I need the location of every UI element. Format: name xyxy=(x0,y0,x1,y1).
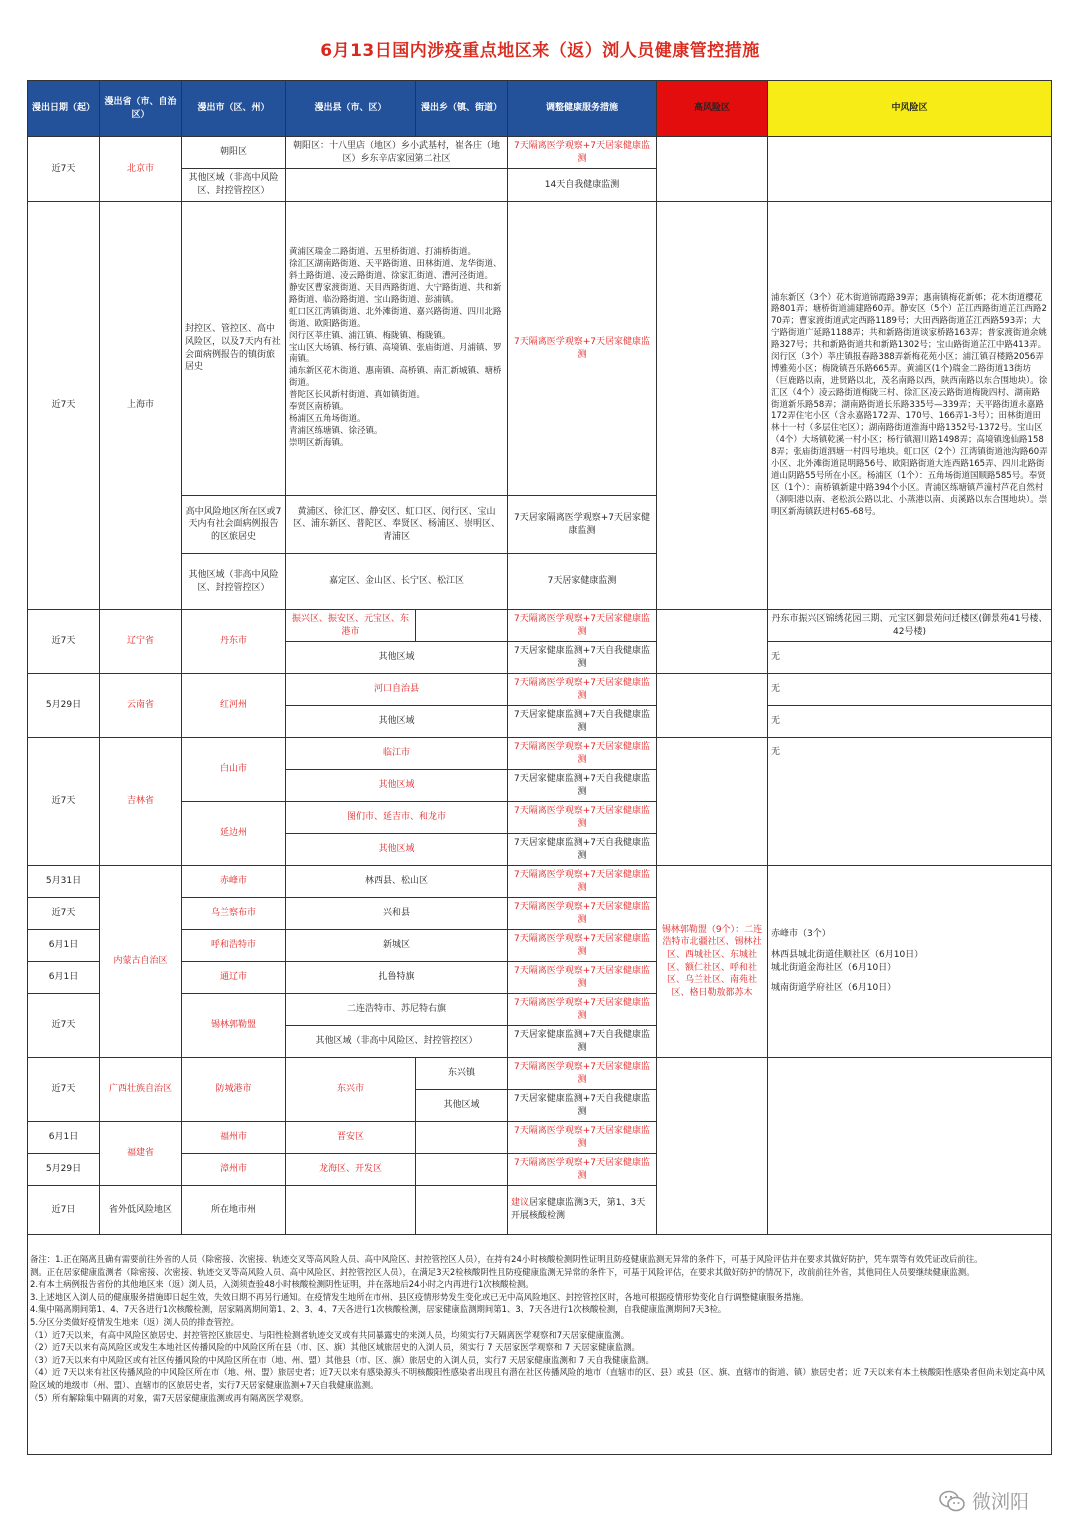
measure-highlight: 建议 xyxy=(511,1198,530,1209)
table-row xyxy=(28,1058,1052,1090)
high-risk-cell xyxy=(657,610,768,674)
mid-risk-cell: 无 xyxy=(768,738,1052,866)
date-cell: 近7天 xyxy=(28,898,100,930)
city-cell: 所在地市州 xyxy=(182,1186,286,1235)
province-cell: 内蒙古自治区 xyxy=(100,866,182,1058)
county-cell: 其他区域 xyxy=(286,770,508,802)
measure-cell: 7天隔离医学观察+7天居家健康监测 xyxy=(508,930,657,962)
county-line: 崇明区新海镇。 xyxy=(289,437,349,448)
measure-cell: 7天隔离医学观察+7天居家健康监测 xyxy=(508,202,657,496)
measure-cell: 7天居家隔离医学观察+7天居家健康监测 xyxy=(508,496,657,554)
date-cell: 近7天 xyxy=(28,610,100,674)
date-cell: 5月31日 xyxy=(28,866,100,898)
watermark-text: 微浏阳 xyxy=(972,1491,1030,1513)
measure-cell: 7天居家健康监测+7天自我健康监测 xyxy=(508,642,657,674)
measure-cell: 7天隔离医学观察+7天居家健康监测 xyxy=(508,802,657,834)
page-title: 6月13日国内涉疫重点地区来（返）浏人员健康管控措施 xyxy=(320,41,760,61)
mid-risk-cell: 无 xyxy=(768,642,1052,674)
city-cell: 呼和浩特市 xyxy=(182,930,286,962)
county-cell: 嘉定区、金山区、长宁区、松江区 xyxy=(286,554,508,610)
city-cell: 红河州 xyxy=(182,674,286,738)
header-mid-risk: 中风险区 xyxy=(768,81,1052,137)
header-measure: 调整健康服务措施 xyxy=(508,81,657,137)
town-cell xyxy=(416,610,508,642)
town-cell xyxy=(416,1122,508,1154)
city-cell: 漳州市 xyxy=(182,1154,286,1186)
city-cell: 封控区、管控区、高中风险区，以及7天内有社会面病例报告的镇街旅居史 xyxy=(182,202,286,496)
date-cell: 5月29日 xyxy=(28,1154,100,1186)
table-row xyxy=(28,610,1052,642)
county-cell: 其他区域 xyxy=(286,706,508,738)
city-cell: 赤峰市 xyxy=(182,866,286,898)
measure-cell: 7天隔离医学观察+7天居家健康监测 xyxy=(508,674,657,706)
county-cell xyxy=(286,169,508,202)
province-cell: 吉林省 xyxy=(100,738,182,866)
note-line: （2）近7天以来有高风险区或发生本地社区传播风险的中风险区所在县（市、区、旗）其他区域旅居史的入浏人员，须实行 7 天居家医学观察和 7 天居家健康监测。 xyxy=(30,1342,640,1353)
province-cell: 广西壮族自治区 xyxy=(100,1058,182,1122)
date-cell: 近7天 xyxy=(28,1058,100,1122)
measure-cell: 7天隔离医学观察+7天居家健康监测 xyxy=(508,1122,657,1154)
county-line: 杨浦区五角场街道。 xyxy=(289,413,366,424)
mid-risk-line: 城南街道学府社区（6月10日） xyxy=(771,983,897,994)
measure-cell: 7天隔离医学观察+7天居家健康监测 xyxy=(508,738,657,770)
town-cell xyxy=(416,1154,508,1186)
header-province: 漫出省（市、自治区） xyxy=(100,81,182,137)
high-risk-cell xyxy=(657,1058,768,1235)
date-cell: 近7日 xyxy=(28,1186,100,1235)
date-cell: 5月29日 xyxy=(28,674,100,738)
high-risk-cell xyxy=(657,738,768,866)
measure-cell: 7天隔离医学观察+7天居家健康监测 xyxy=(508,1154,657,1186)
notes-row xyxy=(28,1235,1052,1455)
city-cell: 锡林郭勒盟 xyxy=(182,994,286,1058)
date-cell: 近7天 xyxy=(28,202,100,610)
wechat-icon xyxy=(938,1489,966,1513)
watermark xyxy=(938,1487,1029,1514)
date-cell: 近7天 xyxy=(28,137,100,202)
mid-risk-line: 林西县城北街道佳顺社区（6月10日） xyxy=(771,949,924,960)
county-line: 宝山区大场镇、杨行镇、高境镇、张庙街道、月浦镇、罗南镇。 xyxy=(289,342,502,365)
note-line: 5.分区分类做好疫情发生地来（返）浏人员的排查管控。 xyxy=(30,1317,239,1328)
county-cell: 振兴区、振安区、元宝区、东港市 xyxy=(286,610,416,642)
province-cell: 省外低风险地区 xyxy=(100,1186,182,1235)
header-date: 漫出日期（起） xyxy=(28,81,100,137)
county-line: 青浦区练塘镇、徐泾镇。 xyxy=(289,425,383,436)
note-line: （4）近 7天以来有社区传播风险的中风险区所在市（地、州、盟）旅居史者；近7天以来有感染源头不明核酸阳性感染者出现且有潜在社区传播风险的地市（直辖市的区、县）或县（区、旗、直辖市的街道、镇）旅居史者；近 7天以来有本土核酸阳性感染者但尚未划定高中风险区域的地级市（州、盟）、直辖市的区旅居史者，实行7天居家健康监测+7天自我健康监测。 xyxy=(30,1367,1045,1391)
city-cell: 乌兰察布市 xyxy=(182,898,286,930)
measure-cell: 7天隔离医学观察+7天居家健康监测 xyxy=(508,898,657,930)
mid-risk-cell xyxy=(768,137,1052,202)
mid-risk-cell: 丹东市振兴区锦绣花园三期、元宝区御景苑问迁楼区(御景苑41号楼、42号楼) xyxy=(768,610,1052,642)
county-cell xyxy=(286,202,508,496)
city-cell: 福州市 xyxy=(182,1122,286,1154)
mid-risk-cell xyxy=(768,1058,1052,1235)
notes-cell xyxy=(28,1235,1052,1455)
table-row xyxy=(28,866,1052,898)
county-line: 浦东新区花木街道、惠南镇、高桥镇、南汇新城镇、塘桥街道。 xyxy=(289,366,502,389)
county-cell: 其他区域 xyxy=(286,834,508,866)
measure-cell xyxy=(508,1186,657,1235)
town-cell: 东兴镇 xyxy=(416,1058,508,1090)
measure-cell: 7天居家健康监测+7天自我健康监测 xyxy=(508,1026,657,1058)
mid-risk-line: 城北街道金海社区（6月10日） xyxy=(771,962,897,973)
city-cell: 通辽市 xyxy=(182,962,286,994)
note-line: 备注：1.正在隔离且确有需要前往外省的人员（除密接、次密接、轨迹交叉等高风险人员、高中风险区、封控管控区人员），在持有24小时核酸检测阴性证明且防疫健康监测无异常的条件下，可基于风险评估并在要求其做好防护，凭车票等有效凭证改后前往。 xyxy=(30,1254,983,1264)
measure-cell: 7天居家健康监测+7天自我健康监测 xyxy=(508,770,657,802)
city-cell: 白山市 xyxy=(182,738,286,802)
county-line: 静安区曹家渡街道、天目西路街道、大宁路街道、共和新路街道、临汾路街道、宝山路街道、彭浦镇。 xyxy=(289,283,502,305)
note-line: 4.集中隔离期间第1、4、7天各进行1次核酸检测，居家隔离期间第1、2、3、4、7天各进行1次核酸检测，居家健康监测期间第1、3、7天各进行1次核酸检测，自我健康监测期间7天3检。 xyxy=(30,1304,727,1315)
control-measures-table xyxy=(27,80,1052,1455)
city-cell: 高中风险地区所在区或7天内有社会面病例报告的区旅居史 xyxy=(182,496,286,554)
county-line: 虹口区江湾镇街道、北外滩街道、嘉兴路街道、四川北路街道、欧阳路街道。 xyxy=(289,306,502,329)
measure-cell: 7天隔离医学观察+7天居家健康监测 xyxy=(508,866,657,898)
town-cell xyxy=(416,1186,508,1235)
measure-cell: 7天居家健康监测+7天自我健康监测 xyxy=(508,1090,657,1122)
measure-cell: 7天居家健康监测 xyxy=(508,554,657,610)
date-cell: 6月1日 xyxy=(28,1122,100,1154)
measure-cell: 14天自我健康监测 xyxy=(508,169,657,202)
note-line: 测。正在居家健康监测者（除密接、次密接、轨迹交叉等高风险人员、高中风险区、封控管控区人员），在满足3天2检核酸阴性且防疫健康监测无异常的条件下，可基于风险评估，在要求其做好防护的情况下，改前前往外省，其他同住人员要继续健康监测。 xyxy=(30,1266,975,1277)
header-town: 漫出乡（镇、街道） xyxy=(416,81,508,137)
date-cell: 6月1日 xyxy=(28,962,100,994)
mid-risk-cell xyxy=(768,866,1052,1058)
city-cell: 朝阳区 xyxy=(182,137,286,169)
date-cell: 近7天 xyxy=(28,994,100,1058)
province-cell: 福建省 xyxy=(100,1122,182,1186)
county-cell: 黄浦区、徐汇区、静安区、虹口区、闵行区、宝山区、浦东新区、普陀区、奉贤区、杨浦区、崇明区、青浦区 xyxy=(286,496,508,554)
mid-risk-cell: 无 xyxy=(768,674,1052,706)
measure-cell: 7天隔离医学观察+7天居家健康监测 xyxy=(508,610,657,642)
county-cell: 朝阳区：十八里店（地区）乡小武基村，崔各庄（地区）乡东辛店家园第二社区 xyxy=(286,137,508,169)
county-line: 奉贤区南桥镇。 xyxy=(289,402,349,412)
province-cell: 云南省 xyxy=(100,674,182,738)
measure-cell: 7天居家健康监测+7天自我健康监测 xyxy=(508,706,657,738)
city-cell: 丹东市 xyxy=(182,610,286,674)
table-header-row xyxy=(28,81,1052,137)
measure-cell: 7天隔离医学观察+7天居家健康监测 xyxy=(508,137,657,169)
county-cell: 东兴市 xyxy=(286,1058,416,1122)
table-row xyxy=(28,674,1052,706)
province-cell: 北京市 xyxy=(100,137,182,202)
note-line: （1）近7天以来，有高中风险区旅居史、封控管控区旅居史、与阳性检测者轨迹交叉或有共同暴露史的来浏人员，均须实行7天隔离医学观察和7天居家健康监测。 xyxy=(30,1329,630,1340)
county-cell: 其他区域（非高中风险区、封控管控区） xyxy=(286,1026,508,1058)
note-line: 2.有本土病例报告省份的其他地区来（返）浏人员，入浏须查验48小时核酸检测阴性证明，并在落地后24小时之内再进行1次核酸检测。 xyxy=(30,1279,534,1290)
measure-text: 居家健康监测3天，第1、3天开展核酸检测 xyxy=(511,1198,646,1221)
province-cell: 上海市 xyxy=(100,202,182,610)
header-county: 漫出县（市、区） xyxy=(286,81,416,137)
city-cell: 延边州 xyxy=(182,802,286,866)
mid-risk-cell: 浦东新区（3个）花木街道锦霞路39弄；惠南镇梅花新邨；花木街道樱花路801弄；塘桥街道浦建路60弄。静安区（5个）芷江西路街道芷江西路270弄；曹家渡街道武定西路1189号；大田西路街道芷江西路593弄；大宁路街道广延路1188弄；共和新路街道谈家桥路163弄；普家渡街道余姚路327号；共和新路街道共和新路1302号；宝山路街道芷江中路413弄。闵行区（3个）莘庄镇报春路388弄新梅花苑小区；浦江镇召楼路2056弄博雅苑小区；梅陇镇吾乐路665弄。黄浦区(1个)瑞金二路街道13街坊（巨鹿路以南，进贤路以北，茂名南路以西，陕西南路以东合围地块）。徐汇区（4个）凌云路街道梅陇三村、徐汇区凌云路街道梅陇四村、湖南路街道新乐路58弄；湖南路街道长乐路335号—339弄；天平路街道永嘉路172弄住宅小区（含永嘉路172弄、170号、166弄1-3号）；田林街道田林十一村（多层住宅区）；湖南路街道淮海中路1352号-1372号。宝山区（4个）大场镇乾溪一村小区；杨行镇湄川路1498弄；高境镇逸仙路1588弄；张庙街道泗塘一村四号地块。虹口区（2个）江湾镇街道池沟路60弄小区、北外滩街道昆明路56号、欧阳路街道大连西路165弄、四川北路街道山阴路55号所在小区。杨浦区（1个）：五角场街道国顺路585号。奉贤区（1个）：南桥镇新建中路394个小区。青浦区练塘镇芦潼村芦花自然村（泖阳港以南、老松浜公路以北、小蒸港以南、贞溪路以东合围地块）。崇明区新海镇跃进村65-68号。 xyxy=(768,202,1052,610)
note-line: （3）近7天以来有中风险区或有社区传播风险的中风险区所在市（地、州、盟）其他县（市、区、旗）旅居史的入浏人员，实行7 天居家健康监测和 7 天自我健康监测。 xyxy=(30,1354,654,1365)
county-cell xyxy=(286,1186,416,1235)
county-line: 黄浦区瑞金二路街道、五里桥街道、打浦桥街道。 xyxy=(289,247,477,258)
header-city: 漫出市（区、州） xyxy=(182,81,286,137)
high-risk-cell xyxy=(657,202,768,610)
header-high-risk: 高风险区 xyxy=(657,81,768,137)
date-cell: 6月1日 xyxy=(28,930,100,962)
high-risk-cell xyxy=(657,674,768,738)
measure-cell: 7天居家健康监测+7天自我健康监测 xyxy=(508,834,657,866)
table-row xyxy=(28,738,1052,770)
note-line: （5）所有解除集中隔离的对象，需7天居家健康监测或再有隔离医学观察。 xyxy=(30,1392,309,1403)
county-cell: 扎鲁特旗 xyxy=(286,962,508,994)
note-line: 3.上述地区入浏人员的健康服务措施即日起生效，失效日期不再另行通知。在疫情发生地所在市州、县区疫情形势发生变化或已无中高风险地区、封控管控区时，各地可根据疫情形势变化自行调整健康服务措施。 xyxy=(30,1291,809,1302)
mid-risk-line: 赤峰市（3个） xyxy=(771,929,831,940)
county-cell: 河口自治县 xyxy=(286,674,508,706)
city-cell: 其他区域（非高中风险区、封控管控区） xyxy=(182,554,286,610)
county-line: 徐汇区湖南路街道、天平路街道、田林街道、龙华街道、斜土路街道、凌云路街道、徐家汇街道、漕河泾街道。 xyxy=(289,259,502,282)
city-cell: 防城港市 xyxy=(182,1058,286,1122)
measure-cell: 7天隔离医学观察+7天居家健康监测 xyxy=(508,994,657,1026)
province-cell: 辽宁省 xyxy=(100,610,182,674)
county-cell: 临江市 xyxy=(286,738,508,770)
measure-cell: 7天隔离医学观察+7天居家健康监测 xyxy=(508,962,657,994)
county-cell: 二连浩特市、苏尼特右旗 xyxy=(286,994,508,1026)
county-cell: 林西县、松山区 xyxy=(286,866,508,898)
county-line: 普陀区长风新村街道、真如镇街道。 xyxy=(289,390,426,401)
county-cell: 晋安区 xyxy=(286,1122,416,1154)
high-risk-cell: 锡林郭勒盟（9个）：二连浩特市北疆社区、锡林社区、西城社区、东城社区、额仁社区、呼和社区、乌兰社区、南苑社区、格日勒敖都苏木 xyxy=(657,866,768,1058)
county-cell: 其他区域 xyxy=(286,642,508,674)
town-cell: 其他区域 xyxy=(416,1090,508,1122)
table-row xyxy=(28,202,1052,496)
measure-cell: 7天隔离医学观察+7天居家健康监测 xyxy=(508,1058,657,1090)
city-cell: 其他区域（非高中风险区、封控管控区） xyxy=(182,169,286,202)
county-cell: 图们市、延吉市、和龙市 xyxy=(286,802,508,834)
county-line: 闵行区莘庄镇、浦江镇、梅陇镇、梅陇镇。 xyxy=(289,330,451,341)
county-cell: 兴和县 xyxy=(286,898,508,930)
county-cell: 新城区 xyxy=(286,930,508,962)
date-cell: 近7天 xyxy=(28,738,100,866)
high-risk-cell xyxy=(657,137,768,202)
mid-risk-cell: 无 xyxy=(768,706,1052,738)
table-row xyxy=(28,137,1052,169)
county-cell: 龙海区、开发区 xyxy=(286,1154,416,1186)
